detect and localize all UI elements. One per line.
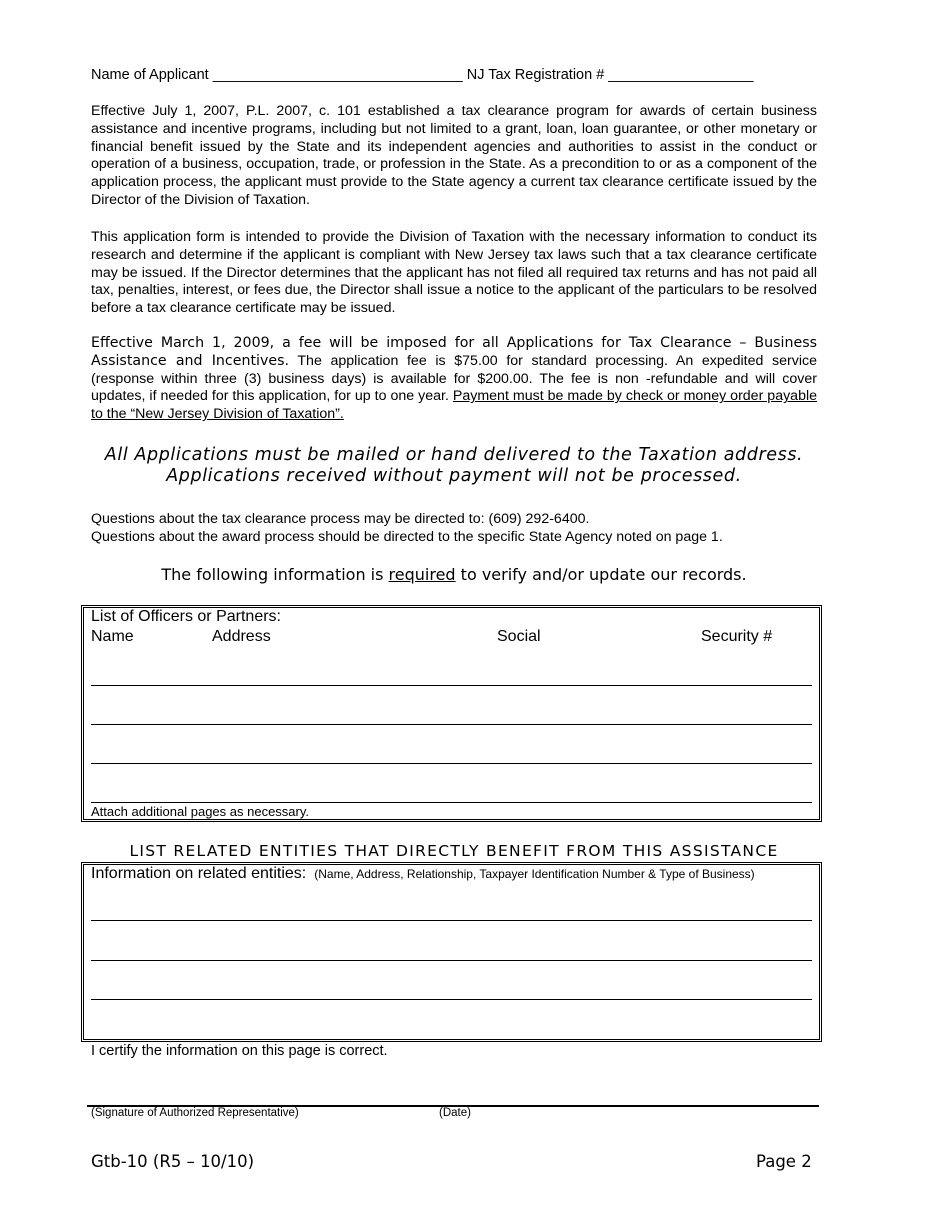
fee-paragraph-text bbox=[91, 335, 817, 424]
related-entities-hint: (Name, Address, Relationship, Taxpayer Identification Number & Type of Business) bbox=[314, 867, 755, 881]
related-entities-box bbox=[81, 862, 822, 1042]
related-entities-label: Information on related entities: bbox=[91, 865, 307, 882]
related-entry-line-3[interactable] bbox=[91, 999, 812, 1000]
intro-paragraph-2 bbox=[91, 229, 817, 318]
officers-col-name: Name bbox=[91, 628, 134, 645]
officers-col-social: Social bbox=[497, 628, 541, 645]
related-entry-line-1[interactable] bbox=[91, 920, 812, 921]
required-notice-after: to verify and/or update our records. bbox=[455, 565, 747, 584]
mailing-notice-line-2: Applications received without payment will not be processed. bbox=[166, 466, 742, 486]
mailing-notice-line-1: All Applications must be mailed or hand delivered to the Taxation address. bbox=[104, 445, 804, 465]
page-number: Page 2 bbox=[756, 1152, 812, 1171]
required-info-notice bbox=[91, 565, 817, 584]
questions-line-1: Questions about the tax clearance process may be directed to: (609) 292-6400. bbox=[91, 511, 590, 527]
required-notice-underlined: required bbox=[388, 565, 456, 584]
payment-instructions-text: Payment must be made by check or money order payable to the “New Jersey Division of Taxation”. bbox=[91, 388, 817, 423]
related-entities-heading: LIST RELATED ENTITIES THAT DIRECTLY BENEFIT FROM THIS ASSISTANCE bbox=[129, 842, 779, 860]
officers-title: List of Officers or Partners: bbox=[91, 608, 281, 625]
officer-entry-line-1[interactable] bbox=[91, 685, 812, 686]
attach-pages-note: Attach additional pages as necessary. bbox=[91, 804, 310, 819]
related-entry-line-2[interactable] bbox=[91, 960, 812, 961]
officer-entry-line-3[interactable] bbox=[91, 763, 812, 764]
required-notice-before: The following information is bbox=[161, 565, 389, 584]
applicant-header-line: Name of Applicant _______________________________ NJ Tax Registration # __________________ bbox=[91, 67, 754, 83]
mailing-notice bbox=[91, 445, 817, 487]
fee-paragraph bbox=[91, 335, 817, 424]
officers-col-security: Security # bbox=[701, 628, 773, 645]
officer-entry-line-4[interactable] bbox=[91, 802, 812, 803]
intro-paragraph-1 bbox=[91, 103, 817, 210]
related-entities-label-row bbox=[91, 865, 755, 883]
form-id: Gtb-10 (R5 – 10/10) bbox=[91, 1152, 255, 1171]
fee-details-text: The application fee is $75.00 for standard processing. An expedited service (response within three (3) business days) is available for $200.00. The fee is non -refundable and will cover updates, if needed for this application, for up to one year. bbox=[91, 352, 817, 405]
certification-statement: I certify the information on this page is correct. bbox=[91, 1043, 388, 1059]
questions-line-2: Questions about the award process should be directed to the specific State Agency noted on page 1. bbox=[91, 529, 723, 545]
fee-effective-text: Effective March 1, 2009, a fee will be imposed for all Applications for Tax Clearance – Business Assistance and Incentives. bbox=[91, 335, 817, 369]
intro-paragraph-1-text: Effective July 1, 2007, P.L. 2007, c. 101 established a tax clearance program for awards of certain business assistance and incentive programs, including but not limited to a grant, loan, loan guarantee, or other monetary or financial benefit issued by the State and its independent agencies and authorities to assist in the conduct or operation of a business, occupation, trade, or profession in the State. As a precondition to or as a component of the application process, the applicant must provide to the State agency a current tax clearance certificate issued by the Director of the Division of Taxation. bbox=[91, 103, 817, 208]
date-label: (Date) bbox=[439, 1107, 471, 1119]
intro-paragraph-2-text: This application form is intended to provide the Division of Taxation with the necessary information to conduct its research and determine if the applicant is compliant with New Jersey tax laws such that a tax clearance certificate may be issued. If the Director determines that the applicant has not filed all required tax returns and has not paid all tax, penalties, interest, or fees due, the Director shall issue a notice to the applicant of the particulars to be resolved before a tax clearance certificate may be issued. bbox=[91, 229, 817, 317]
signature-label: (Signature of Authorized Representative) bbox=[91, 1107, 299, 1119]
officers-col-address: Address bbox=[212, 628, 271, 645]
officer-entry-line-2[interactable] bbox=[91, 724, 812, 725]
officers-partners-box bbox=[81, 605, 822, 822]
questions-contact bbox=[91, 510, 723, 546]
